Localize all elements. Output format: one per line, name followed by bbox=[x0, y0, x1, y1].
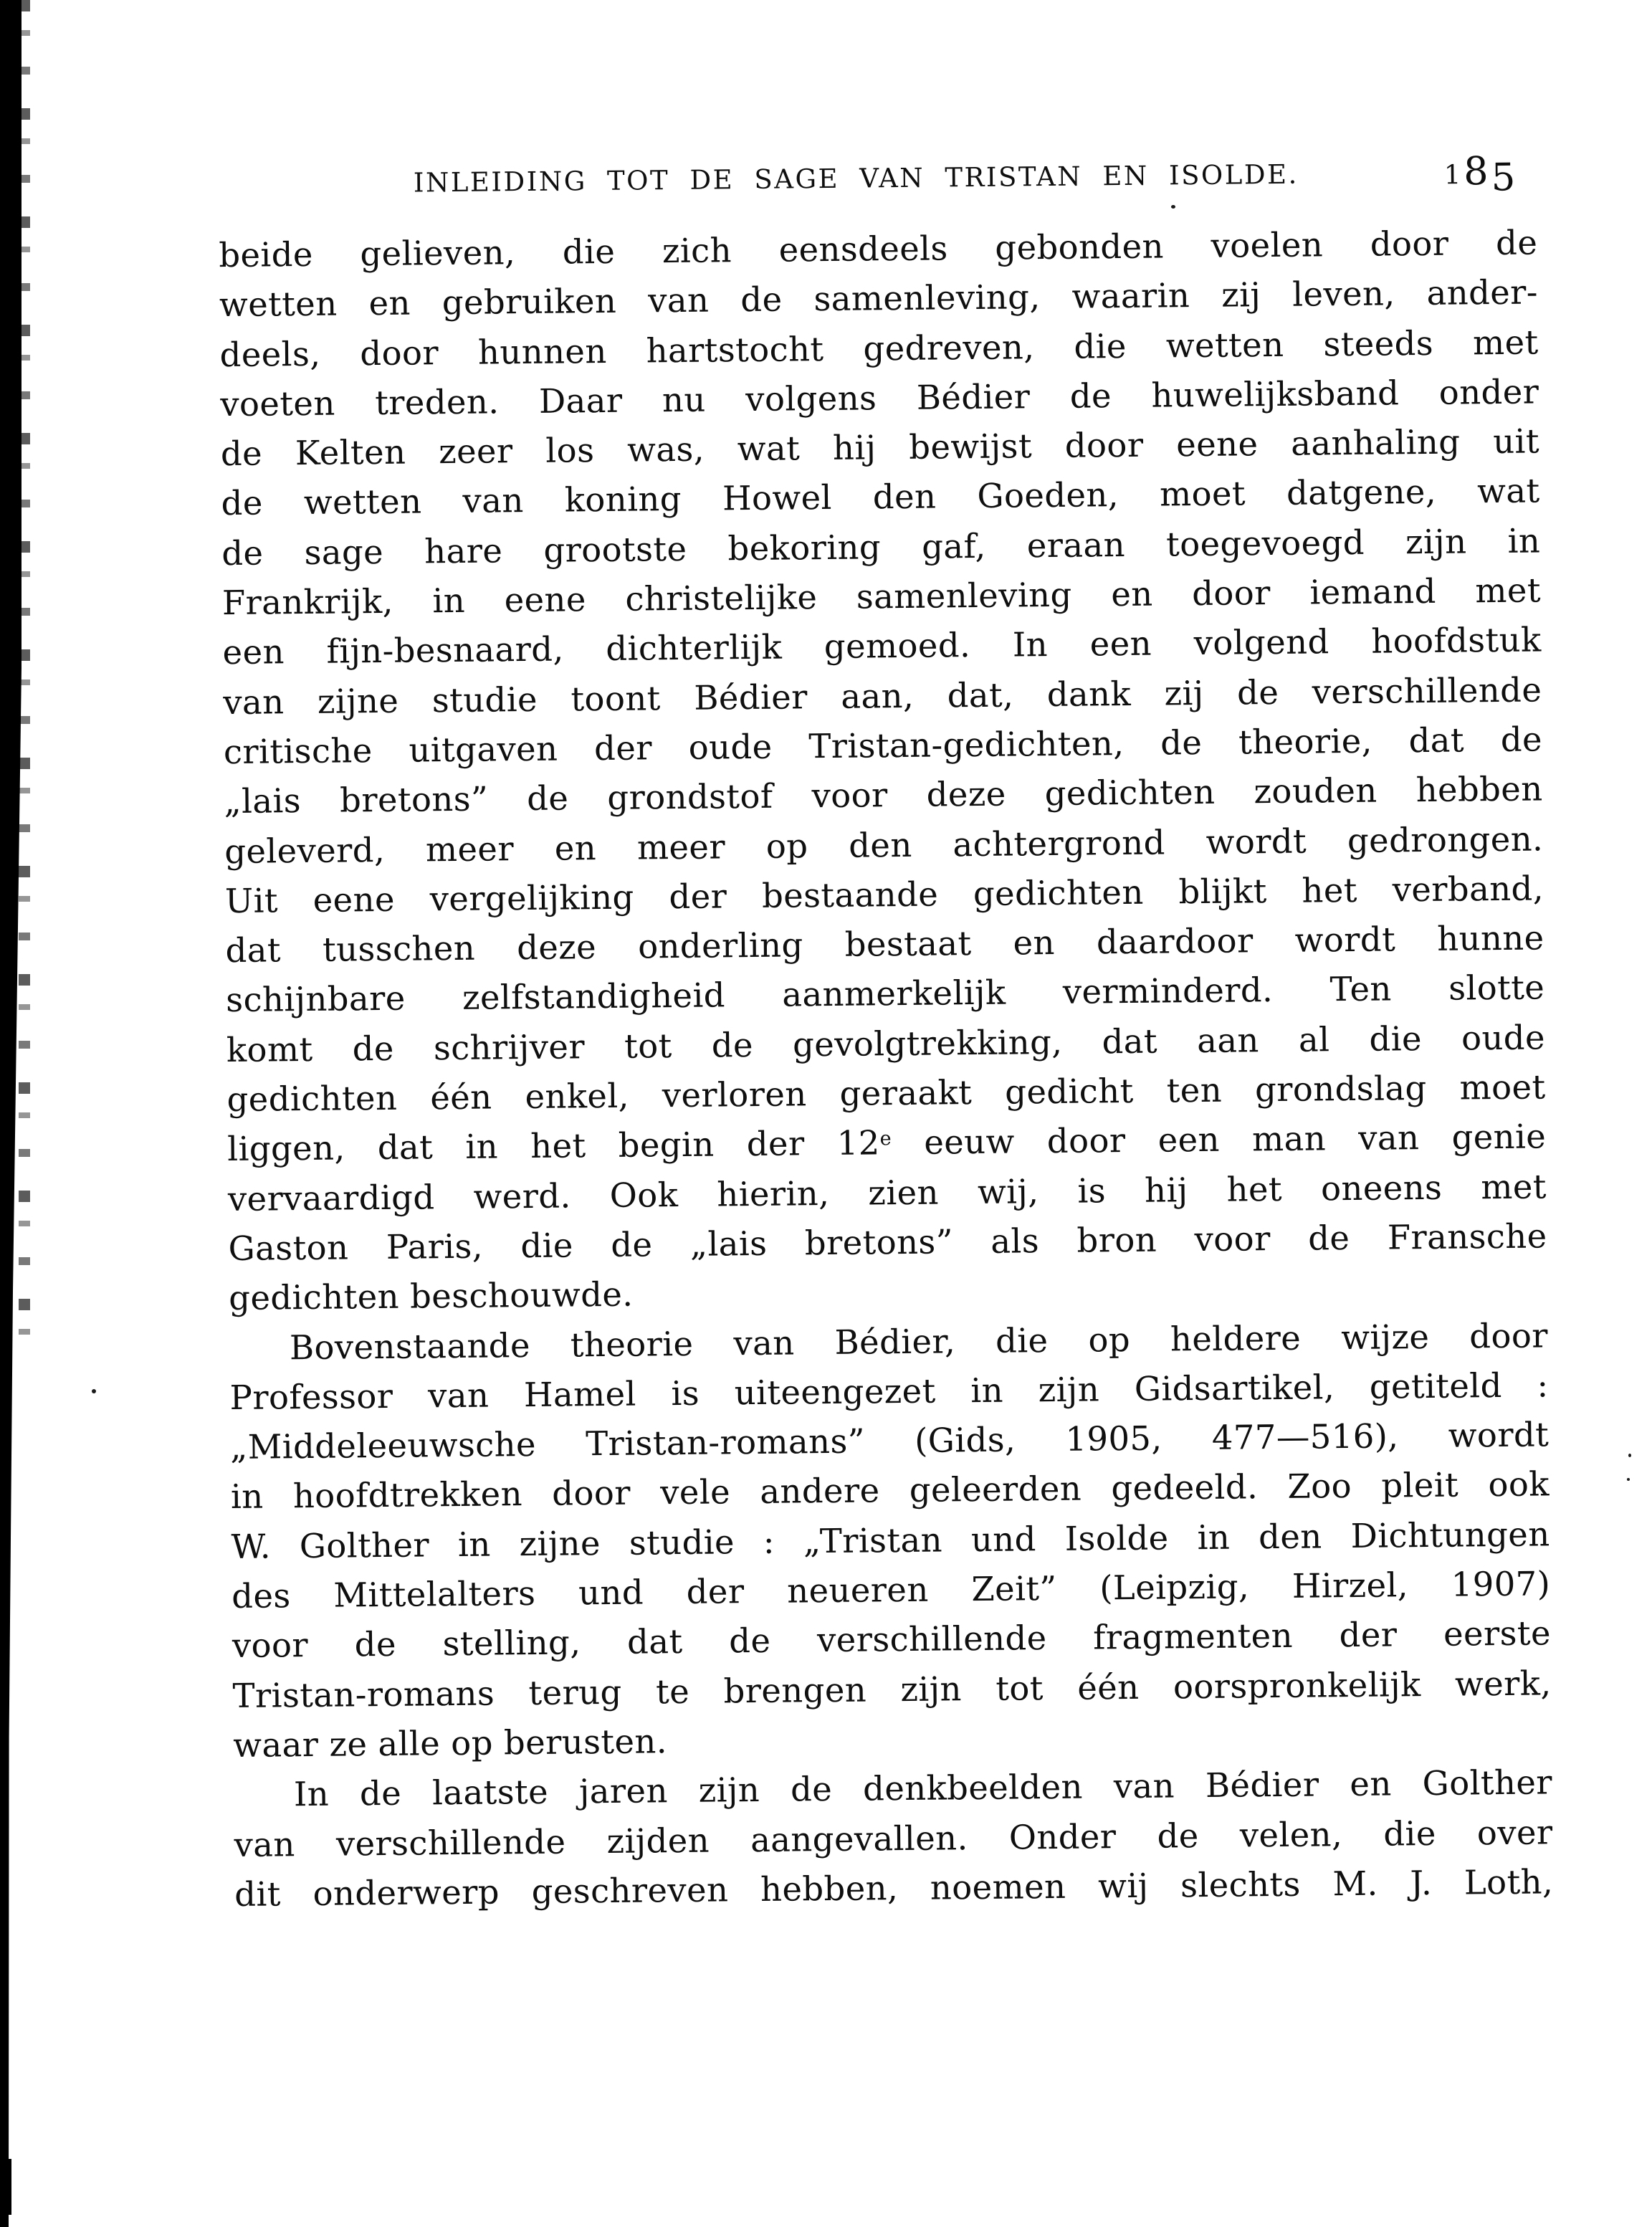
text-line: Professor van Hamel is uiteengezet in zijn Gidsartikel, getiteld : bbox=[229, 1365, 1549, 1417]
text-line: de sage hare grootste bekoring gaf, eraan toegevoegd zijn in bbox=[221, 521, 1541, 573]
text-line: voor de stelling, dat de verschillende fragmenten der eerste bbox=[231, 1613, 1552, 1666]
text-line: een fijn-besnaard, dichterlijk gemoed. In een volgend hoofdstuk bbox=[222, 620, 1542, 672]
text-line: in hoofdtrekken door vele andere geleerden gedeeld. Zoo pleit ook bbox=[230, 1464, 1550, 1517]
chapter-running-title: INLEIDING TOT DE SAGE VAN TRISTAN EN ISOLDE. bbox=[413, 158, 1299, 199]
text-line: Uit eene vergelijking der bestaande gedichten blijkt het verband, bbox=[224, 869, 1544, 920]
text-line: gedichten beschouwde. bbox=[229, 1274, 634, 1318]
text-line: gedichten één enkel, verloren geraakt gedicht ten grondslag moet bbox=[226, 1067, 1546, 1120]
text-line: van zijne studie toont Bédier aan, dat, dank zij de verschillende bbox=[223, 670, 1542, 722]
text-line: van verschillende zijden aangevallen. Onder de velen, die over bbox=[234, 1812, 1553, 1864]
text-line: Gaston Paris, die de „lais bretons” als bron voor de Fransche bbox=[228, 1216, 1547, 1268]
text-line: waar ze alle op berusten. bbox=[233, 1722, 668, 1765]
text-line: Tristan-romans terug te brengen zijn tot één oorspronkelijk werk, bbox=[232, 1663, 1552, 1715]
body-text bbox=[219, 218, 1554, 1920]
text-line: komt de schrijver tot de gevolgtrekking, dat aan al die oude bbox=[226, 1018, 1546, 1069]
text-line: wetten en gebruiken van de samenleving, waarin zij leven, ander- bbox=[219, 272, 1539, 325]
text-line: beide gelieven, die zich eensdeels gebonden voelen door de bbox=[219, 223, 1538, 275]
text-line: critische uitgaven der oude Tristan-gedichten, de theorie, dat de bbox=[223, 720, 1543, 772]
text-line: W. Golther in zijne studie : „Tristan und Isolde in den Dichtungen bbox=[231, 1515, 1550, 1566]
text-line: de Kelten zeer los was, wat hij bewijst door eene aanhaling uit bbox=[220, 421, 1540, 474]
text-line: Bovenstaande theorie van Bédier, die op heldere wijze door bbox=[289, 1315, 1549, 1367]
text-line: vervaardigd werd. Ook hierin, zien wij, is hij het oneens met bbox=[227, 1167, 1547, 1219]
text-line: dat tusschen deze onderling bestaat en daardoor wordt hunne bbox=[225, 918, 1544, 971]
text-line: geleverd, meer en meer op den achtergrond wordt gedrongen. bbox=[224, 819, 1544, 871]
text-line: „Middeleeuwsche Tristan-romans” (Gids, 1905, 477—516), wordt bbox=[230, 1415, 1550, 1467]
text-line: des Mittelalters und der neueren Zeit” (Leipzig, Hirzel, 1907) bbox=[231, 1564, 1551, 1616]
text-line: Frankrijk, in eene christelijke samenleving en door iemand met bbox=[221, 571, 1542, 623]
page-number: 185 bbox=[1443, 148, 1519, 200]
text-line: In de laatste jaren zijn de denkbeelden van Bédier en Golther bbox=[293, 1763, 1553, 1814]
running-header bbox=[218, 148, 1537, 219]
text-line: liggen, dat in het begin der 12e eeuw door een man van genie bbox=[227, 1117, 1547, 1169]
text-line: de wetten van koning Howel den Goeden, moet datgene, wat bbox=[221, 471, 1540, 523]
text-line: schijnbare zelfstandigheid aanmerkelijk verminderd. Ten slotte bbox=[226, 968, 1545, 1020]
text-line: dit onderwerp geschreven hebben, noemen wij slechts M. J. Loth, bbox=[234, 1862, 1554, 1914]
text-line: deels, door hunnen hartstocht gedreven, die wetten steeds met bbox=[219, 323, 1539, 374]
text-line: „lais bretons” de grondstof voor deze gedichten zouden hebben bbox=[224, 769, 1543, 821]
scan-blob-artifact bbox=[0, 2159, 11, 2215]
text-line: voeten treden. Daar nu volgens Bédier de huwelijksband onder bbox=[220, 372, 1539, 424]
